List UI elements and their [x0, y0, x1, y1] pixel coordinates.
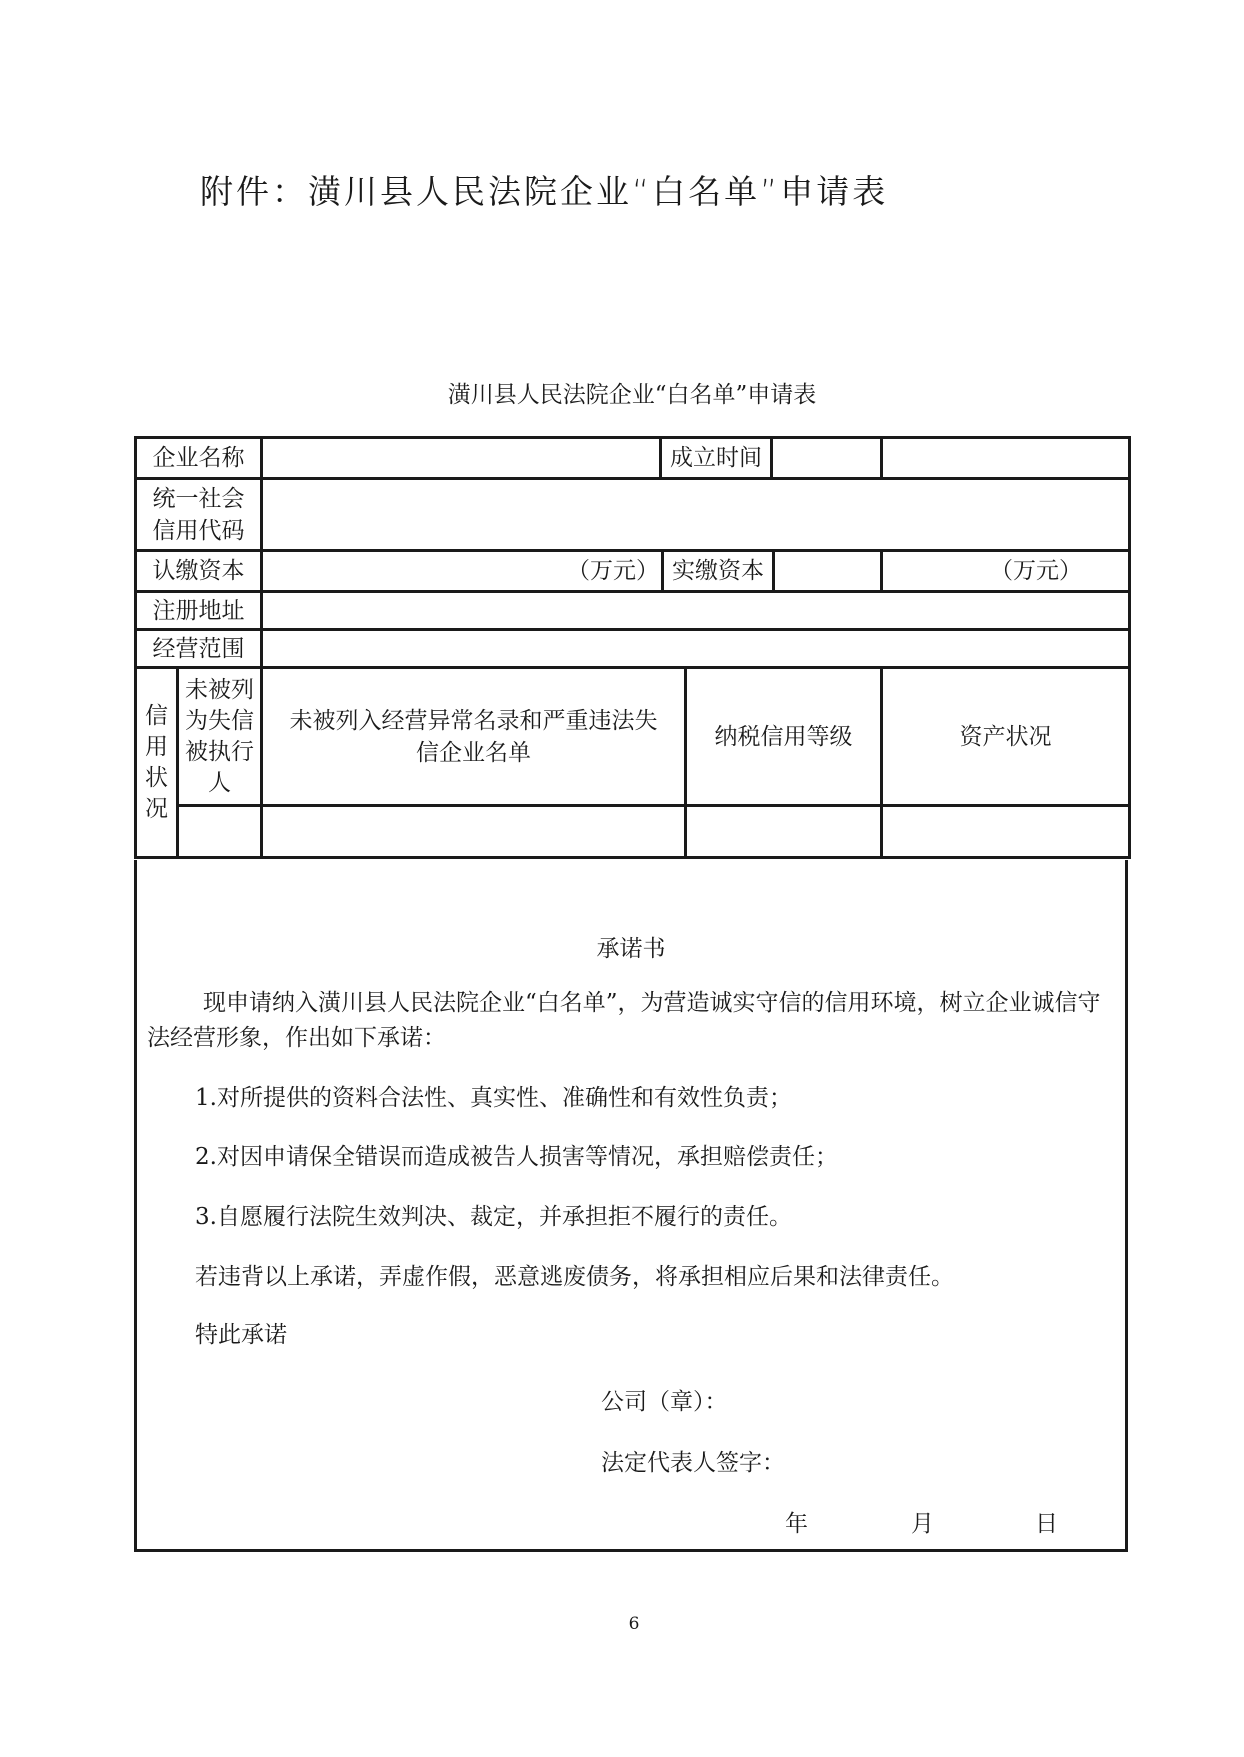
paid-unit: （万元）: [882, 551, 1130, 592]
abnormal-list-label: 未被列入经营异常名录和严重违法失 信企业名单: [262, 668, 686, 806]
company-seal-label: 公司（章）：: [601, 1389, 728, 1415]
paid-capital-label: 实缴资本: [664, 552, 775, 590]
date-month-label: 月: [911, 1511, 934, 1537]
address-label: 注册地址: [136, 592, 262, 630]
asset-status-field[interactable]: [882, 806, 1130, 858]
credit-status-label: 信 用 状 况: [136, 668, 178, 858]
application-form-table: [134, 436, 1131, 859]
pledge-intro: 现申请纳入潢川县人民法院企业“白名单”，为营造诚实守信的信用环境，树立企业诚信守法经营形象，作出如下承诺：: [147, 990, 1101, 1051]
page-number: 6: [628, 1614, 640, 1634]
pledge-item-2: 2.对因申请保全错误而造成被告人损害等情况，承担赔偿责任；: [195, 1144, 838, 1170]
subscribed-capital-field[interactable]: [262, 551, 882, 592]
established-field[interactable]: [882, 438, 1130, 479]
tax-rating-label: 纳税信用等级: [686, 668, 882, 806]
business-scope-field[interactable]: [262, 630, 1130, 668]
pledge-title: 承诺书: [596, 936, 666, 962]
date-day-label: 日: [1035, 1511, 1058, 1537]
pledge-item-3: 3.自愿履行法院生效判决、裁定，并承担拒不履行的责任。: [195, 1204, 792, 1230]
company-name-label: 企业名称: [136, 438, 262, 479]
business-scope-label: 经营范围: [136, 630, 262, 668]
subscribed-unit: （万元）: [263, 552, 664, 590]
address-field[interactable]: [262, 592, 1130, 630]
pledge-section: [134, 860, 1128, 1552]
subscribed-capital-label: 认缴资本: [136, 551, 262, 592]
tax-rating-field[interactable]: [686, 806, 882, 858]
pledge-closing: 特此承诺: [195, 1322, 287, 1348]
form-title: 潢川县人民法院企业“白名单”申请表: [447, 382, 817, 408]
established-label: 成立时间: [662, 439, 773, 477]
asset-status-label: 资产状况: [882, 668, 1130, 806]
pledge-item-1: 1.对所提供的资料合法性、真实性、准确性和有效性负责；: [195, 1085, 792, 1111]
credit-code-field[interactable]: [262, 479, 1130, 551]
legal-rep-signature-label: 法定代表人签字：: [601, 1450, 785, 1476]
abnormal-list-field[interactable]: [262, 806, 686, 858]
not-dishonest-field[interactable]: [178, 806, 262, 858]
credit-code-label: 统一社会 信用代码: [136, 479, 262, 551]
not-dishonest-label: 未被列 为失信 被执行 人: [178, 668, 262, 806]
attachment-title: 附件：潢川县人民法院企业“白名单”申请表: [200, 172, 889, 211]
date-year-label: 年: [785, 1511, 808, 1537]
company-name-field[interactable]: [262, 438, 882, 479]
pledge-consequence: 若违背以上承诺，弄虚作假，恶意逃废债务，将承担相应后果和法律责任。: [195, 1264, 954, 1290]
